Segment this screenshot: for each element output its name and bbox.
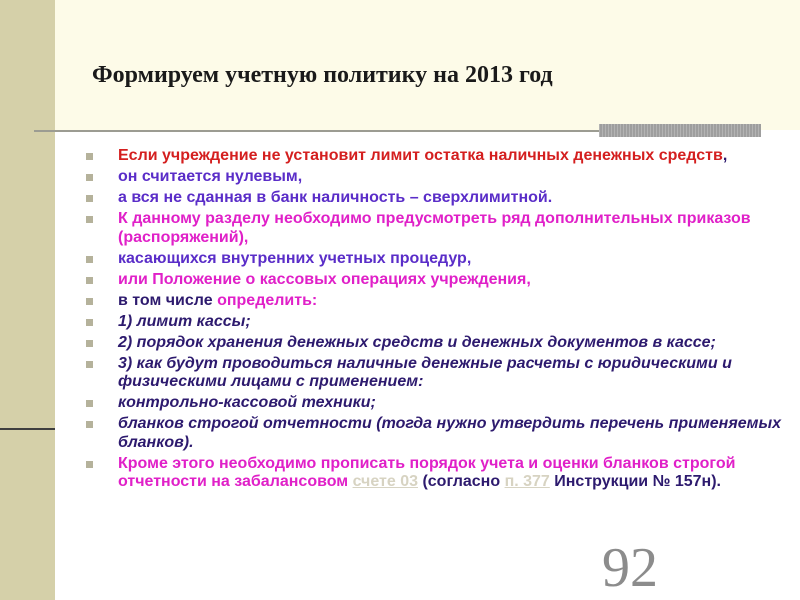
bullet-text: в том числе [118,291,218,309]
bullet-item [84,334,790,353]
bullet-square-icon [86,461,93,468]
bullet-item [84,210,790,247]
bullet-item [84,292,790,311]
bullet-item [84,394,790,413]
slide-number: 92 [602,537,658,599]
bullet-square-icon [86,400,93,407]
bullet-text-punct: , [722,147,728,164]
bullet-item [84,250,790,269]
bullet-text: Инструкции № 157н). [549,473,721,490]
bullet-item [84,168,790,187]
bullet-item [84,271,790,290]
bullet-square-icon [86,361,93,368]
bullet-text: касающихся внутренних учетных процедур, [118,249,472,267]
bullet-text: или Положение о кассовых операциях учреждения, [118,270,531,288]
bullet-item [84,313,790,332]
bullet-square-icon [86,195,93,202]
title-rule-accent [599,124,761,137]
bullet-text: контрольно-кассовой техники; [118,394,376,411]
bullet-text: 2) порядок хранения денежных средств и денежных документов в кассе; [118,333,716,351]
bullet-text: бланков строгой отчетности (тогда нужно утвердить перечень применяемых бланков). [118,415,782,451]
bullet-text: он считается нулевым, [118,168,303,185]
bullet-text: Если учреждение не установит лимит остатка наличных денежных средств [118,147,723,164]
left-sidebar-strip [0,0,55,600]
bullet-square-icon [86,216,93,223]
bullet-item [84,415,790,452]
bullet-text: (согласно [418,473,505,490]
bullet-square-icon [86,256,93,263]
clause-377-link[interactable]: п. 377 [504,473,550,490]
bullet-text: 1) лимит кассы; [118,312,251,330]
bullet-item [84,455,790,492]
bullet-square-icon [86,174,93,181]
sidebar-divider [0,428,55,430]
bullet-square-icon [86,319,93,326]
bullet-square-icon [86,153,93,160]
bullet-square-icon [86,298,93,305]
bullet-item [84,147,790,166]
bullet-item [84,355,790,392]
bullet-list [84,147,790,494]
bullet-text: Кроме этого необходимо прописать порядок учета и оценки бланков строгой отчетности на забалансовом [118,454,736,490]
bullet-text-highlight: определить: [217,291,318,309]
bullet-text: 3) как будут проводиться наличные денежные расчеты с юридическими и физическими лицами с применением: [118,354,732,390]
bullet-text: К данному разделу необходимо предусмотреть ряд дополнительных приказов (распоряжений), [118,210,751,246]
bullet-square-icon [86,277,93,284]
bullet-square-icon [86,340,93,347]
bullet-square-icon [86,421,93,428]
bullet-item [84,189,790,208]
account-03-link[interactable]: счете 03 [352,473,418,490]
title-rule [34,130,600,132]
slide-title: Формируем учетную политику на 2013 год [92,62,553,88]
bullet-text: а вся не сданная в банк наличность – сверхлимитной. [118,189,553,206]
